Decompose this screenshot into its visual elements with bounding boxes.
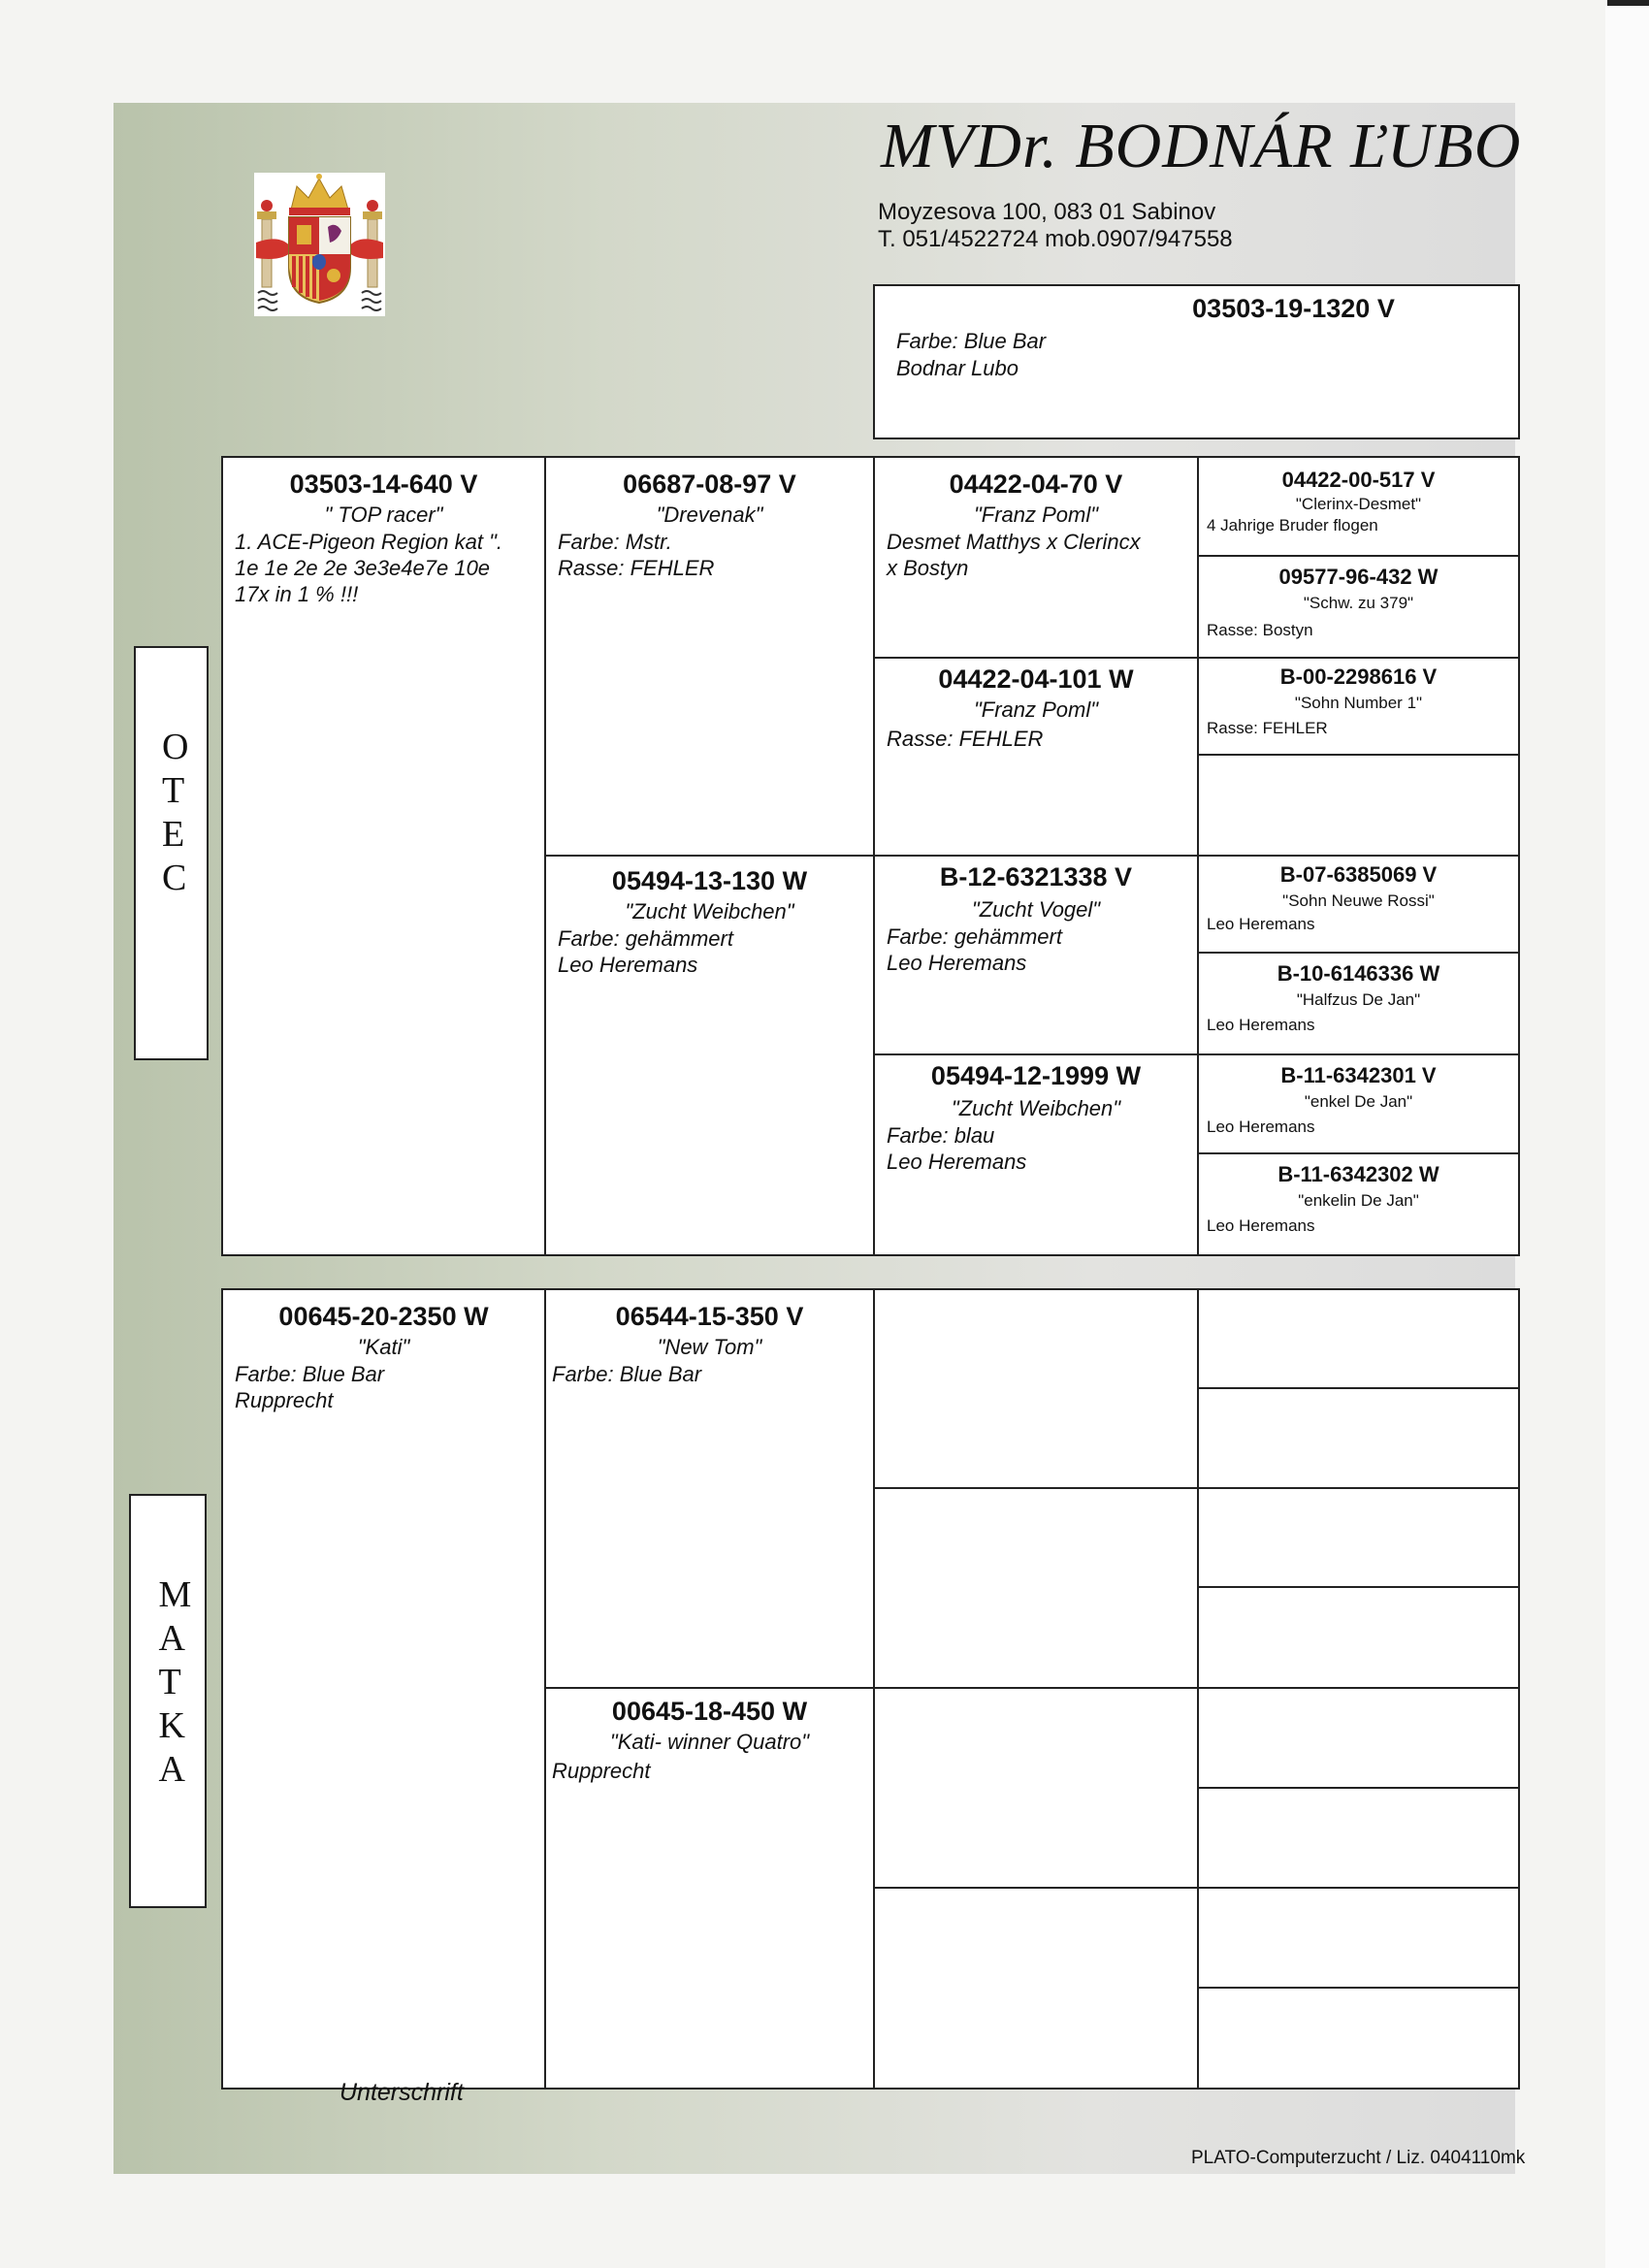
fmm-ring-number: 05494-12-1999 W	[930, 1061, 1142, 1090]
fff-ring-number: 04422-04-70 V	[949, 470, 1123, 499]
ff-box	[544, 456, 875, 857]
ffm-line-1: Rasse: FEHLER	[887, 727, 1044, 751]
ffff-ring-number: 04422-00-517 V	[1281, 468, 1436, 492]
mf-name: "New Tom"	[657, 1335, 762, 1359]
fm-line-1: Farbe: gehämmert	[558, 926, 733, 951]
fmff-name: "Sohn Neuwe Rossi"	[1282, 891, 1435, 910]
fmmm-line-1: Leo Heremans	[1207, 1216, 1315, 1235]
page-edge	[1605, 0, 1649, 2268]
father-line-1: 1. ACE-Pigeon Region kat ".	[235, 530, 503, 554]
father-line-2: 1e 1e 2e 2e 3e3e4e7e 10e	[235, 556, 491, 580]
fmff-line-1: Leo Heremans	[1207, 915, 1315, 933]
breeder-name: MVDr. BODNÁR ĽUBO	[881, 111, 1522, 181]
fmmf-box	[1197, 1053, 1520, 1154]
fff-name: "Franz Poml"	[973, 502, 1099, 527]
fmfm-name: "Halfzus De Jan"	[1296, 990, 1421, 1009]
address-line: Moyzesova 100, 083 01 Sabinov	[878, 199, 1216, 225]
ffmm-box	[1197, 754, 1520, 857]
fmf-ring-number: B-12-6321338 V	[939, 862, 1133, 891]
phone-line: T. 051/4522724 mob.0907/947558	[878, 226, 1233, 252]
ffmf-name: "Sohn Number 1"	[1294, 694, 1423, 712]
ffmf-box	[1197, 657, 1520, 756]
mmfm-box	[1197, 1787, 1520, 1889]
fffm-box	[1197, 555, 1520, 659]
mf-ring-number: 06544-15-350 V	[615, 1302, 804, 1331]
fmfm-ring-number: B-10-6146336 W	[1277, 961, 1440, 986]
matka-label-text: MATKA	[158, 1574, 192, 1790]
mf-box	[544, 1288, 875, 1689]
fff-line-1: Desmet Matthys x Clerincx	[887, 530, 1141, 554]
fmf-line-2: Leo Heremans	[887, 951, 1027, 975]
fmf-name: "Zucht Vogel"	[971, 897, 1101, 922]
otec-label	[134, 646, 209, 1060]
otec-label-text: OTEC	[162, 727, 189, 898]
fmmm-name: "enkelin De Jan"	[1298, 1191, 1419, 1210]
fm-name: "Zucht Weibchen"	[625, 899, 794, 923]
fmmf-line-1: Leo Heremans	[1207, 1118, 1315, 1136]
ffmf-ring-number: B-00-2298616 V	[1279, 664, 1438, 689]
fmmm-box	[1197, 1152, 1520, 1256]
mffm-box	[1197, 1387, 1520, 1489]
fmfm-line-1: Leo Heremans	[1207, 1016, 1315, 1034]
mfff-box	[1197, 1288, 1520, 1389]
fff-line-2: x Bostyn	[887, 556, 969, 580]
fmmm-ring-number: B-11-6342302 W	[1277, 1162, 1439, 1186]
ff-ring-number: 06687-08-97 V	[623, 470, 796, 499]
ffff-box	[1197, 456, 1520, 557]
ff-line-2: Rasse: FEHLER	[558, 556, 715, 580]
mmmf-box	[1197, 1887, 1520, 1989]
fmf-box	[873, 855, 1199, 1055]
father-box	[221, 456, 546, 1256]
ff-line-1: Farbe: Mstr.	[558, 530, 672, 554]
fmf-line-1: Farbe: gehämmert	[887, 924, 1062, 949]
mother-ring-number: 00645-20-2350 W	[278, 1302, 489, 1331]
mmm-box	[873, 1887, 1199, 2090]
fmm-line-1: Farbe: blau	[887, 1123, 995, 1148]
coat-of-arms-emblem	[254, 173, 385, 316]
mmf-box	[873, 1687, 1199, 1889]
fmff-box	[1197, 855, 1520, 954]
subject-pigeon-box	[873, 284, 1520, 439]
fffm-ring-number: 09577-96-432 W	[1278, 565, 1439, 589]
subject-color: Farbe: Blue Bar	[896, 329, 1047, 353]
software-footer: PLATO-Computerzucht / Liz. 0404110mk	[1191, 2148, 1526, 2168]
fmmf-ring-number: B-11-6342301 V	[1280, 1063, 1437, 1087]
ffm-box	[873, 657, 1199, 857]
mother-name: "Kati"	[357, 1335, 410, 1359]
fmfm-box	[1197, 952, 1520, 1055]
fmff-ring-number: B-07-6385069 V	[1279, 862, 1438, 887]
signature-label: Unterschrift	[340, 2079, 464, 2106]
ffff-name: "Clerinx-Desmet"	[1295, 495, 1422, 513]
mm-name: "Kati- winner Quatro"	[609, 1730, 810, 1754]
fmm-name: "Zucht Weibchen"	[951, 1096, 1121, 1120]
fm-line-2: Leo Heremans	[558, 953, 698, 977]
ffff-line-1: 4 Jahrige Bruder flogen	[1207, 516, 1378, 535]
mother-line-2: Rupprecht	[235, 1388, 334, 1412]
fmm-box	[873, 1053, 1199, 1256]
father-name: " TOP racer"	[324, 502, 443, 527]
mm-line-1: Rupprecht	[552, 1759, 651, 1783]
mm-box	[544, 1687, 875, 2090]
subject-ring-number: 03503-19-1320 V	[1192, 294, 1395, 323]
mf-line-1: Farbe: Blue Bar	[552, 1362, 702, 1386]
ffm-ring-number: 04422-04-101 W	[938, 664, 1134, 694]
mother-box	[221, 1288, 546, 2090]
fff-box	[873, 456, 1199, 659]
fffm-name: "Schw. zu 379"	[1303, 594, 1414, 612]
breeder-contact	[878, 199, 1233, 253]
fm-ring-number: 05494-13-130 W	[611, 866, 808, 895]
fm-box	[544, 855, 875, 1256]
fffm-line-1: Rasse: Bostyn	[1207, 621, 1313, 639]
mmff-box	[1197, 1687, 1520, 1789]
father-ring-number: 03503-14-640 V	[289, 470, 478, 499]
ff-name: "Drevenak"	[656, 502, 763, 527]
ffm-name: "Franz Poml"	[973, 697, 1099, 722]
mfm-box	[873, 1487, 1199, 1689]
ffmf-line-1: Rasse: FEHLER	[1207, 719, 1328, 737]
fmmf-name: "enkel De Jan"	[1304, 1092, 1413, 1111]
mfmm-box	[1197, 1586, 1520, 1689]
father-line-3: 17x in 1 % !!!	[235, 582, 359, 606]
subject-breeder: Bodnar Lubo	[896, 356, 1018, 380]
mother-line-1: Farbe: Blue Bar	[235, 1362, 385, 1386]
mfmf-box	[1197, 1487, 1520, 1588]
mm-ring-number: 00645-18-450 W	[611, 1697, 808, 1726]
fmm-line-2: Leo Heremans	[887, 1150, 1027, 1174]
mmmm-box	[1197, 1987, 1520, 2090]
matka-label	[129, 1494, 207, 1908]
mff-box	[873, 1288, 1199, 1489]
